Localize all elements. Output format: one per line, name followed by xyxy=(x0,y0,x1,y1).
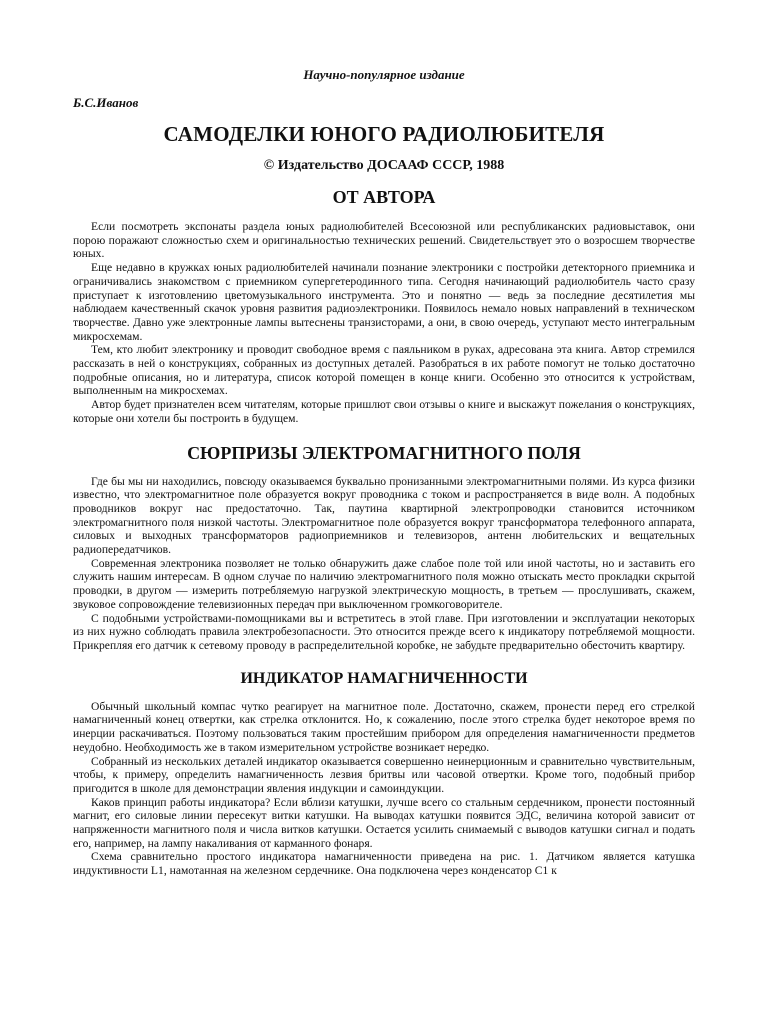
paragraph: Где бы мы ни находились, повсюду оказываемся буквально пронизанными электромагнитными полями. Из курса физики известно, что электромагнитное поле образуется вокруг проводника с током и распространяется в виде волн. А подобных проводников вокруг нас предостаточно. Так, паутина квартирной электропроводки становится источником электромагнитного поля низкой частоты. Электромагнитное поле образуется вокруг трансформатора телефонного аппарата, силовых и выходных трансформаторов радиоприемников и телевизоров, антенн любительских и вещательных радиопередатчиков. xyxy=(73,474,695,557)
paragraph: Еще недавно в кружках юных радиолюбителей начинали познание электроники с постройки детекторного приемника и ограничивались знакомством с приемником супергетеродинного типа. Сегодня начинающий радиолюбитель часто сразу приступает к изготовлению цветомузыкального инструмента. Это и понятно — ведь за последние десятилетия мы наблюдаем качественный скачок уровня развития радиоэлектроники. Появилось немало новых направлений в техническом творчестве. Давно уже электронные лампы вытеснены транзисторами, а они, в свою очередь, уступают место интегральным микросхемам. xyxy=(73,261,695,343)
section-heading-em-field: СЮРПРИЗЫ ЭЛЕКТРОМАГНИТНОГО ПОЛЯ xyxy=(187,442,581,463)
series-label: Научно-популярное издание xyxy=(303,67,465,82)
paragraph: Если посмотреть экспонаты раздела юных радиолюбителей Всесоюзной или республиканских радиовыставок, они порою поражают сложностью схем и оригинальностью технических решений. Свидетельствует это о возросшем творчестве юных. xyxy=(73,220,695,261)
paragraph: С подобными устройствами-помощниками вы и встретитесь в этой главе. При изготовлении и эксплуатации некоторых из них нужно соблюдать правила электробезопасности. Это относится прежде всего к индикатору потребляемой мощности. Прикрепляя его датчик к сетевому проводу в распределительной коробке, не забудьте предварительно обесточить квартиру. xyxy=(73,611,695,652)
paragraph: Современная электроника позволяет не только обнаружить даже слабое поле той или иной частоты, но и заставить его служить нашим интересам. В одном случае по наличию электромагнитного поля можно отыскать место прокладки скрытой проводки, в другом — измерить потребляемую нагрузкой электрическую мощность, в третьем — прослушивать, скажем, звуковое сопровождение телевизионных передач при выключенном громкоговорителе. xyxy=(73,556,695,611)
copyright-line: © Издательство ДОСААФ СССР, 1988 xyxy=(263,158,505,173)
paragraph: Схема сравнительно простого индикатора намагниченности приведена на рис. 1. Датчиком является катушка индуктивности L1, намотанная на железном сердечнике. Она подключена через конденсатор C1 к xyxy=(73,850,695,878)
paragraph: Автор будет признателен всем читателям, которые пришлют свои отзывы о книге и выскажут пожелания о конструкциях, которые они хотели бы построить в будущем. xyxy=(73,398,695,425)
section-magnetization-indicator xyxy=(73,700,695,878)
paragraph: Тем, кто любит электронику и проводит свободное время с паяльником в руках, адресована эта книга. Автор стремился рассказать в ней о конструкциях, собранных из доступных деталей. Разобраться в их работе помогут не только достаточно подробные описания, но и литература, список которой помещен в конце книги. Особенно это относится к устройствам, выполненным на микросхемах. xyxy=(73,343,695,398)
section-em-field xyxy=(73,475,695,653)
section-heading-magnetization-indicator: ИНДИКАТОР НАМАГНИЧЕННОСТИ xyxy=(240,669,528,687)
paragraph: Обычный школьный компас чутко реагирует на магнитное поле. Достаточно, скажем, пронести перед его стрелкой намагниченный конец отвертки, как стрелка отклонится. Но, к сожалению, после этого стрелка будет некоторое время по инерции раскачиваться. Поэтому пользоваться таким простейшим прибором для определения намагниченности предметов неудобно. Необходимость же в таком измерительном устройстве возникает нередко. xyxy=(73,699,695,754)
section-heading-from-author: ОТ АВТОРА xyxy=(332,187,436,207)
book-title: САМОДЕЛКИ ЮНОГО РАДИОЛЮБИТЕЛЯ xyxy=(163,122,605,146)
section-from-author xyxy=(73,220,695,426)
paragraph: Каков принцип работы индикатора? Если вблизи катушки, лучше всего со стальным сердечником, пронести постоянный магнит, его силовые линии пересекут витки катушки. На выводах катушки появится ЭДС, величина которой зависит от напряженности магнитного поля и числа витков катушки. Остается усилить снимаемый с выводов катушки сигнал и подать его, например, на лампу накаливания от карманного фонаря. xyxy=(73,795,695,850)
author-name: Б.С.Иванов xyxy=(73,95,139,110)
paragraph: Собранный из нескольких деталей индикатор оказывается совершенно неинерционным и сравнительно чувствительным, чтобы, к примеру, определить намагниченность лезвия бритвы или часовой отвертки. Кроме того, подобный прибор пригодится в школе для демонстрации явления индукции и самоиндукции. xyxy=(73,754,695,795)
